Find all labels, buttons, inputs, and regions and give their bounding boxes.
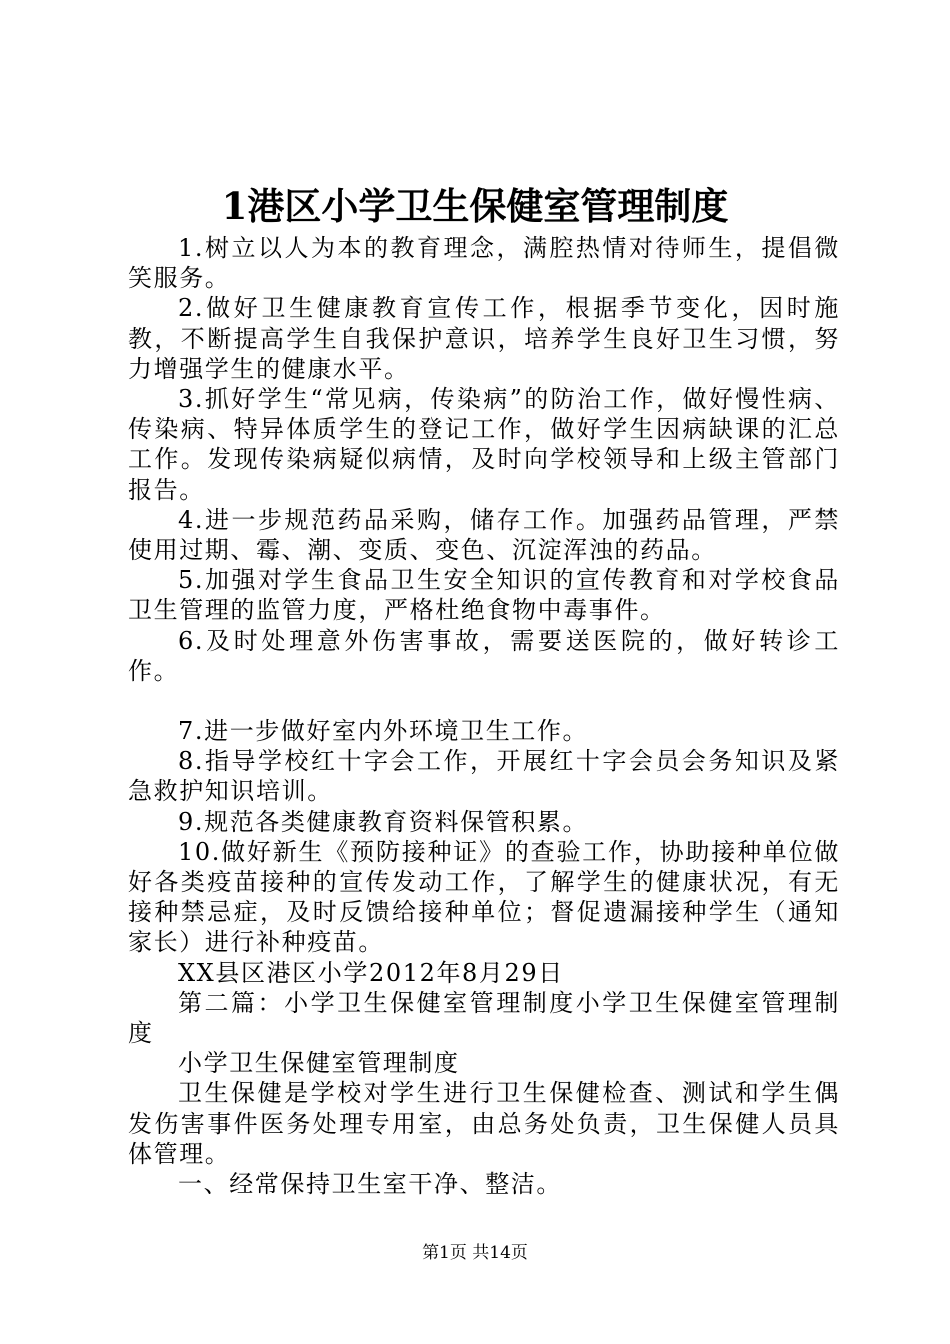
subtitle: 小学卫生保健室管理制度 [178,1049,460,1078]
document-body [128,233,840,1199]
intro-paragraph: 卫生保健是学校对学生进行卫生保健检查、测试和学生偶发伤害事件医务处理专用室，由总务处负责，卫生保健人员具体管理。 [128,1079,840,1168]
paragraph-8: 8.指导学校红十字会工作，开展红十字会员会务知识及紧急救护知识培训。 [128,747,840,806]
paragraph-1: 1.树立以人为本的教育理念，满腔热情对待师生，提倡微笑服务。 [128,234,840,293]
paragraph-3: 3.抓好学生“常见病，传染病”的防治工作，做好慢性病、传染病、特异体质学生的登记工作，做好学生因病缺课的汇总工作。发现传染病疑似病情，及时向学校领导和上级主管部门报告。 [128,385,840,504]
paragraph-7: 7.进一步做好室内外环境卫生工作。 [178,717,589,746]
paragraph-5: 5.加强对学生食品卫生安全知识的宣传教育和对学校食品卫生管理的监管力度，严格杜绝食物中毒事件。 [128,566,840,625]
paragraph-10: 10.做好新生《预防接种证》的查验工作，协助接种单位做好各类疫苗接种的宣传发动工作，了解学生的健康状况，有无接种禁忌症，及时反馈给接种单位；督促遗漏接种学生（通知家长）进行补种疫苗。 [128,837,840,957]
paragraph-6: 6.及时处理意外伤害事故，需要送医院的，做好转诊工作。 [128,626,840,685]
paragraph-2: 2.做好卫生健康教育宣传工作，根据季节变化，因时施教，不断提高学生自我保护意识，培养学生良好卫生习惯，努力增强学生的健康水平。 [128,294,840,383]
signature-date: XX县区港区小学2012年8月29日 [178,958,564,987]
section-heading-part-two: 第二篇：小学卫生保健室管理制度小学卫生保健室管理制度 [128,988,840,1048]
rule-item-1: 一、经常保持卫生室干净、整洁。 [178,1170,562,1199]
page-number-footer: 第1页 共14页 [422,1243,528,1263]
document-title: 1港区小学卫生保健室管理制度 [221,184,729,228]
paragraph-4: 4.进一步规范药品采购，储存工作。加强药品管理，严禁使用过期、霉、潮、变质、变色、沉淀浑浊的药品。 [128,505,840,565]
paragraph-9: 9.规范各类健康教育资料保管积累。 [178,807,589,836]
